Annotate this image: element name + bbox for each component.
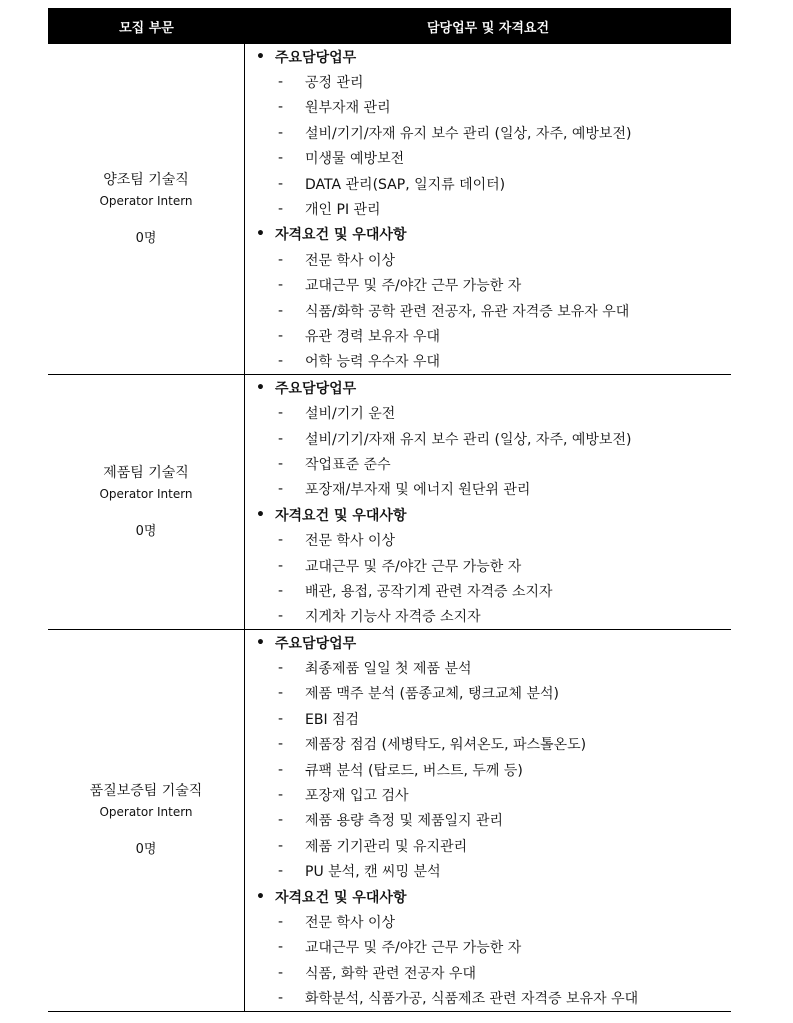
table-header [48, 8, 731, 44]
list-item-text: 포장재 입고 검사 [305, 788, 409, 805]
list-item-text: 지게차 기능사 자격증 소지자 [305, 609, 481, 626]
list-item-text: 유관 경력 보유자 우대 [305, 328, 441, 345]
list-item [245, 426, 731, 451]
qualifications-section-heading [245, 884, 731, 909]
header-department: 모집 부문 [119, 20, 174, 36]
list-item [245, 909, 731, 934]
duties-cell [245, 44, 731, 374]
list-item [245, 732, 731, 757]
duties-cell [245, 375, 731, 629]
list-item [245, 400, 731, 425]
list-item-text: 미생물 예방보전 [305, 151, 405, 168]
list-item [245, 247, 731, 272]
list-item-text: 전문 학사 이상 [305, 252, 396, 269]
bullet-icon: • [256, 48, 265, 65]
dash-icon: - [277, 608, 283, 625]
list-item [245, 196, 731, 221]
list-item [245, 323, 731, 348]
list-item [245, 298, 731, 323]
list-item [245, 859, 731, 884]
list-item [245, 960, 731, 985]
list-item-text: 공정 관리 [305, 75, 364, 92]
dash-icon: - [277, 582, 283, 599]
department-cell [48, 375, 245, 629]
list-item [245, 985, 731, 1010]
list-item [245, 171, 731, 196]
dash-icon: - [277, 939, 283, 956]
list-item [245, 604, 731, 629]
dash-icon: - [277, 481, 283, 498]
duties-section-heading [245, 375, 731, 400]
list-item [245, 477, 731, 502]
dash-icon: - [277, 430, 283, 447]
headcount: 0명 [135, 524, 157, 540]
dash-icon: - [277, 251, 283, 268]
list-item [245, 553, 731, 578]
department-name: 제품팀 기술직 [103, 465, 189, 482]
department-cell [48, 44, 245, 374]
dash-icon: - [277, 327, 283, 344]
bullet-icon: • [256, 226, 265, 243]
dash-icon: - [277, 532, 283, 549]
qualifications-section-title: 자격요건 및 우대사항 [275, 227, 407, 244]
list-item-text: 교대근무 및 주/야간 근무 가능한 자 [305, 940, 522, 957]
dash-icon: - [277, 787, 283, 804]
list-item-text: 제품장 점검 (세병탁도, 워셔온도, 파스톨온도) [305, 737, 587, 754]
bullet-icon: • [256, 634, 265, 651]
recruitment-table [48, 8, 731, 1012]
table-row [48, 44, 731, 375]
list-item-text: 배관, 용접, 공작기계 관련 자격증 소지자 [305, 583, 553, 600]
list-item-text: 제품 맥주 분석 (품종교체, 탱크교체 분석) [305, 686, 560, 703]
list-item [245, 349, 731, 374]
table-row [48, 630, 731, 1012]
dash-icon: - [277, 863, 283, 880]
qualifications-section-title: 자격요건 및 우대사항 [275, 889, 407, 906]
qualifications-section-heading [245, 222, 731, 247]
list-item-text: 최종제품 일일 첫 제품 분석 [305, 661, 472, 678]
department-cell [48, 630, 245, 1011]
dash-icon: - [277, 990, 283, 1007]
list-item [245, 578, 731, 603]
duties-section-heading [245, 630, 731, 655]
role-name: Operator Intern [99, 805, 193, 820]
dash-icon: - [277, 710, 283, 727]
dash-icon: - [277, 837, 283, 854]
list-item [245, 706, 731, 731]
dash-icon: - [277, 99, 283, 116]
department-name: 양조팀 기술직 [103, 172, 189, 189]
list-item-text: 어학 능력 우수자 우대 [305, 354, 441, 371]
list-item-text: 제품 기기관리 및 유지관리 [305, 838, 468, 855]
list-item-text: 작업표준 준수 [305, 456, 391, 473]
dash-icon: - [277, 812, 283, 829]
duties-section-heading [245, 44, 731, 69]
list-item [245, 527, 731, 552]
list-item-text: 설비/기기 운전 [305, 406, 396, 423]
list-item-text: EBI 점검 [305, 711, 360, 728]
department-name: 품질보증팀 기술직 [89, 783, 203, 800]
list-item-text: 큐팩 분석 (탑로드, 버스트, 두께 등) [305, 762, 523, 779]
list-item-text: 설비/기기/자재 유지 보수 관리 (일상, 자주, 예방보전) [305, 125, 632, 142]
role-name: Operator Intern [99, 194, 193, 209]
list-item [245, 681, 731, 706]
list-item-text: 개인 PI 관리 [305, 202, 381, 219]
dash-icon: - [277, 557, 283, 574]
qualifications-section-heading [245, 502, 731, 527]
list-item-text: 식품/화학 공학 관련 전공자, 유관 자격증 보유자 우대 [305, 303, 630, 320]
list-item [245, 655, 731, 680]
dash-icon: - [277, 405, 283, 422]
dash-icon: - [277, 150, 283, 167]
table-body [48, 44, 731, 1012]
table-row [48, 375, 731, 630]
dash-icon: - [277, 913, 283, 930]
list-item-text: 화학분석, 식품가공, 식품제조 관련 자격증 보유자 우대 [305, 991, 639, 1008]
list-item [245, 935, 731, 960]
header-duties-qualifications: 담당업무 및 자격요건 [426, 20, 550, 36]
duties-section-title: 주요담당업무 [275, 380, 357, 397]
bullet-icon: • [256, 888, 265, 905]
list-item [245, 782, 731, 807]
list-item-text: 제품 용량 측정 및 제품일지 관리 [305, 813, 504, 830]
dash-icon: - [277, 736, 283, 753]
list-item [245, 69, 731, 94]
dash-icon: - [277, 353, 283, 370]
dash-icon: - [277, 660, 283, 677]
dash-icon: - [277, 74, 283, 91]
list-item [245, 833, 731, 858]
list-item [245, 451, 731, 476]
dash-icon: - [277, 761, 283, 778]
dash-icon: - [277, 964, 283, 981]
dash-icon: - [277, 685, 283, 702]
list-item-text: DATA 관리(SAP, 일지류 데이터) [305, 176, 506, 193]
bullet-icon: • [256, 379, 265, 396]
list-item-text: PU 분석, 캔 씨밍 분석 [305, 864, 441, 881]
duties-section-title: 주요담당업무 [275, 49, 357, 66]
list-item-text: 전문 학사 이상 [305, 533, 396, 550]
dash-icon: - [277, 455, 283, 472]
headcount: 0명 [135, 842, 157, 858]
list-item-text: 전문 학사 이상 [305, 914, 396, 931]
duties-cell [245, 630, 731, 1011]
dash-icon: - [277, 302, 283, 319]
list-item [245, 757, 731, 782]
list-item [245, 146, 731, 171]
list-item [245, 808, 731, 833]
bullet-icon: • [256, 506, 265, 523]
list-item-text: 원부자재 관리 [305, 100, 391, 117]
role-name: Operator Intern [99, 487, 193, 502]
list-item-text: 식품, 화학 관련 전공자 우대 [305, 965, 477, 982]
dash-icon: - [277, 175, 283, 192]
list-item-text: 교대근무 및 주/야간 근무 가능한 자 [305, 278, 522, 295]
list-item-text: 교대근무 및 주/야간 근무 가능한 자 [305, 558, 522, 575]
dash-icon: - [277, 277, 283, 294]
list-item [245, 95, 731, 120]
list-item [245, 273, 731, 298]
list-item-text: 설비/기기/자재 유지 보수 관리 (일상, 자주, 예방보전) [305, 431, 632, 448]
duties-section-title: 주요담당업무 [275, 635, 357, 652]
headcount: 0명 [135, 231, 157, 247]
dash-icon: - [277, 201, 283, 218]
list-item-text: 포장재/부자재 및 에너지 원단위 관리 [305, 482, 531, 499]
list-item [245, 120, 731, 145]
dash-icon: - [277, 124, 283, 141]
qualifications-section-title: 자격요건 및 우대사항 [275, 507, 407, 524]
